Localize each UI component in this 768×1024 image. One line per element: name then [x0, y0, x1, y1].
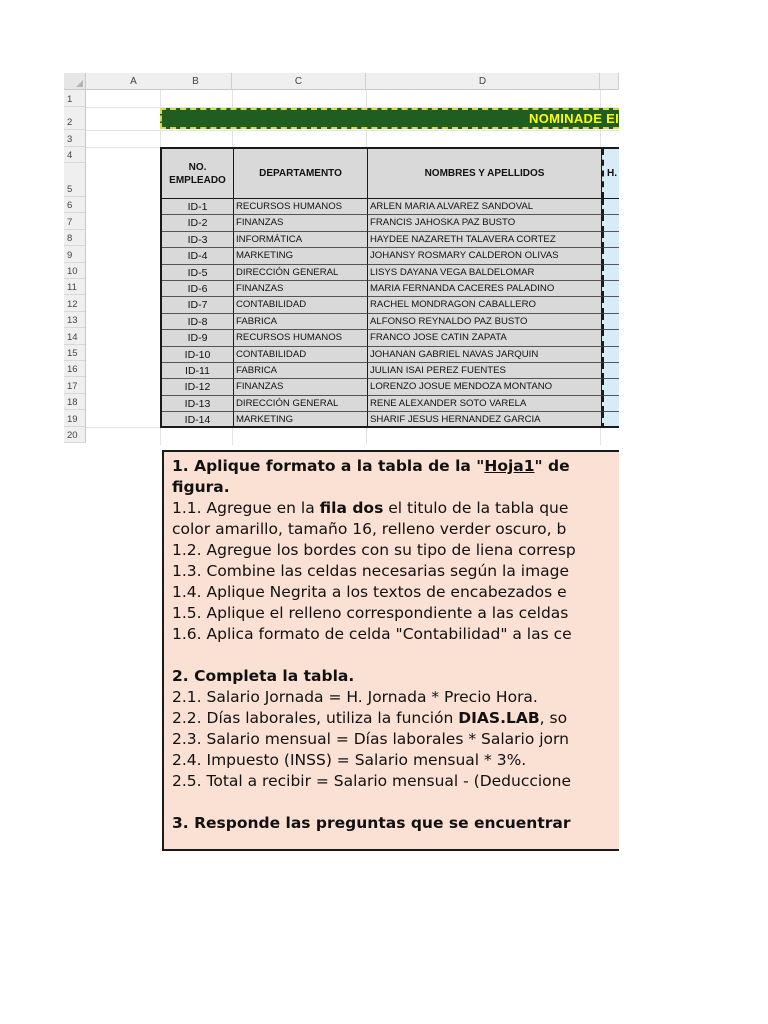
- row-header-19[interactable]: 19: [64, 410, 86, 426]
- cell-employee-id[interactable]: ID-12: [162, 379, 234, 395]
- header-hours-label: H.: [607, 168, 617, 179]
- instruction-2-4: 2.4. Impuesto (INSS) = Salario mensual * 3%.: [172, 751, 527, 769]
- row-header-12[interactable]: 12: [64, 295, 86, 311]
- row-header-17[interactable]: 17: [64, 377, 86, 393]
- cell-hours[interactable]: [602, 412, 619, 428]
- cell-hours[interactable]: [602, 379, 619, 395]
- cell-employee-id[interactable]: ID-6: [162, 281, 234, 297]
- table-row: [162, 330, 619, 346]
- cell-hours[interactable]: [602, 297, 619, 313]
- section-3-heading: 3. Responde las preguntas que se encuentrar: [172, 814, 571, 832]
- header-department[interactable]: [234, 149, 368, 198]
- table-row: [162, 281, 619, 297]
- section-2-heading: 2. Completa la tabla.: [172, 667, 355, 685]
- column-header-d[interactable]: D: [366, 73, 600, 90]
- table-row: [162, 248, 619, 264]
- cell-hours[interactable]: [602, 314, 619, 330]
- cell-hours[interactable]: [602, 396, 619, 412]
- instruction-2-3: 2.3. Salario mensual = Días laborales * Salario jorn: [172, 730, 569, 748]
- cell-department[interactable]: FABRICA: [234, 363, 368, 379]
- employee-table: [160, 147, 619, 428]
- cell-employee-id[interactable]: ID-7: [162, 297, 234, 313]
- section-1-heading: 1. Aplique formato a la tabla de la "Hoja1" de: [172, 457, 570, 475]
- table-row: [162, 363, 619, 379]
- table-row: [162, 396, 619, 412]
- cell-department[interactable]: FINANZAS: [234, 379, 368, 395]
- table-row: [162, 314, 619, 330]
- cell-hours[interactable]: [602, 330, 619, 346]
- header-full-name[interactable]: [368, 149, 602, 198]
- table-row: [162, 412, 619, 428]
- sheet-reference: Hoja1: [484, 457, 535, 475]
- cell-employee-id[interactable]: ID-1: [162, 199, 234, 215]
- cell-employee-id[interactable]: ID-4: [162, 248, 234, 264]
- row-header-5[interactable]: 5: [64, 163, 86, 197]
- cell-full-name[interactable]: JOHANAN GABRIEL NAVAS JARQUIN: [368, 347, 602, 363]
- cell-employee-id[interactable]: ID-3: [162, 232, 234, 248]
- cell-employee-id[interactable]: ID-9: [162, 330, 234, 346]
- cell-hours[interactable]: [602, 248, 619, 264]
- cell-full-name[interactable]: RENE ALEXANDER SOTO VARELA: [368, 396, 602, 412]
- table-row: [162, 215, 619, 231]
- instruction-1-1: 1.1. Agregue en la fila dos el titulo de la tabla que: [172, 499, 569, 517]
- cell-department[interactable]: MARKETING: [234, 412, 368, 428]
- cell-employee-id[interactable]: ID-8: [162, 314, 234, 330]
- cell-full-name[interactable]: RACHEL MONDRAGON CABALLERO: [368, 297, 602, 313]
- title-cell[interactable]: [160, 108, 619, 129]
- row-header-6[interactable]: 6: [64, 197, 86, 213]
- cell-department[interactable]: FABRICA: [234, 314, 368, 330]
- header-employee-number[interactable]: [162, 149, 234, 198]
- instruction-2-2: 2.2. Días laborales, utiliza la función DIAS.LAB, so: [172, 709, 568, 727]
- row-header-3[interactable]: 3: [64, 130, 86, 147]
- table-row: [162, 265, 619, 281]
- cell-department[interactable]: FINANZAS: [234, 281, 368, 297]
- cell-employee-id[interactable]: ID-5: [162, 265, 234, 281]
- table-row: [162, 347, 619, 363]
- cell-employee-id[interactable]: ID-14: [162, 412, 234, 428]
- cell-full-name[interactable]: JOHANSY ROSMARY CALDERON OLIVAS: [368, 248, 602, 264]
- row-header-15[interactable]: 15: [64, 345, 86, 361]
- row-header-1[interactable]: 1: [64, 90, 86, 107]
- row-header-10[interactable]: 10: [64, 263, 86, 279]
- header-department-label: DEPARTAMENTO: [259, 168, 342, 179]
- row-header-18[interactable]: 18: [64, 394, 86, 410]
- table-row: [162, 297, 619, 313]
- instruction-1-1-cont: color amarillo, tamaño 16, relleno verder oscuro, b: [172, 520, 567, 538]
- spreadsheet-view: [64, 73, 619, 445]
- instruction-2-1: 2.1. Salario Jornada = H. Jornada * Precio Hora.: [172, 688, 538, 706]
- column-header-b[interactable]: B: [160, 73, 232, 90]
- cell-hours[interactable]: [602, 281, 619, 297]
- row-header-11[interactable]: 11: [64, 279, 86, 295]
- cell-full-name[interactable]: FRANCIS JAHOSKA PAZ BUSTO: [368, 215, 602, 231]
- row-header-20[interactable]: 20: [64, 427, 86, 443]
- cell-full-name[interactable]: LISYS DAYANA VEGA BALDELOMAR: [368, 265, 602, 281]
- cell-department[interactable]: CONTABILIDAD: [234, 347, 368, 363]
- row-header-2[interactable]: 2: [64, 107, 86, 130]
- instruction-1-5: 1.5. Aplique el relleno correspondiente a las celdas: [172, 604, 569, 622]
- instruction-1-2: 1.2. Agregue los bordes con su tipo de liena corresp: [172, 541, 576, 559]
- row-header-9[interactable]: 9: [64, 246, 86, 262]
- header-hours[interactable]: [602, 149, 619, 198]
- cell-hours[interactable]: [602, 232, 619, 248]
- cell-full-name[interactable]: FRANCO JOSE CATIN ZAPATA: [368, 330, 602, 346]
- cell-employee-id[interactable]: ID-11: [162, 363, 234, 379]
- cell-employee-id[interactable]: ID-13: [162, 396, 234, 412]
- table-row: [162, 232, 619, 248]
- instruction-1-3: 1.3. Combine las celdas necesarias según la image: [172, 562, 570, 580]
- cell-department[interactable]: DIRECCIÓN GENERAL: [234, 265, 368, 281]
- cell-hours[interactable]: [602, 347, 619, 363]
- section-1-heading-cont: figura.: [172, 478, 230, 496]
- select-all-corner[interactable]: [64, 73, 86, 90]
- cell-employee-id[interactable]: ID-10: [162, 347, 234, 363]
- cell-department[interactable]: CONTABILIDAD: [234, 297, 368, 313]
- table-title: NOMINADE EI: [529, 111, 619, 126]
- cell-full-name[interactable]: LORENZO JOSUE MENDOZA MONTANO: [368, 379, 602, 395]
- instruction-2-5: 2.5. Total a recibir = Salario mensual - (Deduccione: [172, 772, 572, 790]
- instruction-1-4: 1.4. Aplique Negrita a los textos de encabezados e: [172, 583, 567, 601]
- row-header-8[interactable]: 8: [64, 230, 86, 246]
- cell-hours[interactable]: [602, 199, 619, 215]
- column-header-a[interactable]: A: [86, 73, 182, 90]
- cell-department[interactable]: INFORMÁTICA: [234, 232, 368, 248]
- instruction-1-6: 1.6. Aplica formato de celda "Contabilidad" a las ce: [172, 625, 572, 643]
- row-header-14[interactable]: 14: [64, 328, 86, 344]
- cell-department[interactable]: MARKETING: [234, 248, 368, 264]
- table-row: [162, 199, 619, 215]
- cell-department[interactable]: RECURSOS HUMANOS: [234, 199, 368, 215]
- cell-full-name[interactable]: MARIA FERNANDA CACERES PALADINO: [368, 281, 602, 297]
- gridline: [86, 130, 619, 131]
- instructions-box: [162, 450, 619, 851]
- header-full-name-label: NOMBRES Y APELLIDOS: [424, 168, 545, 179]
- cell-hours[interactable]: [602, 215, 619, 231]
- cell-full-name[interactable]: ALFONSO REYNALDO PAZ BUSTO: [368, 314, 602, 330]
- cell-hours[interactable]: [602, 265, 619, 281]
- cell-employee-id[interactable]: ID-2: [162, 215, 234, 231]
- row-header-4[interactable]: 4: [64, 147, 86, 163]
- header-employee-number-label: NO. EMPLEADO: [169, 161, 226, 186]
- cell-department[interactable]: RECURSOS HUMANOS: [234, 330, 368, 346]
- cell-full-name[interactable]: JULIAN ISAI PEREZ FUENTES: [368, 363, 602, 379]
- cell-department[interactable]: FINANZAS: [234, 215, 368, 231]
- column-header-c[interactable]: C: [232, 73, 366, 90]
- cell-full-name[interactable]: SHARIF JESUS HERNANDEZ GARCIA: [368, 412, 602, 428]
- table-row: [162, 379, 619, 395]
- column-header-e[interactable]: [600, 73, 619, 90]
- cell-full-name[interactable]: ARLEN MARIA ALVAREZ SANDOVAL: [368, 199, 602, 215]
- row-header-13[interactable]: 13: [64, 312, 86, 328]
- row-header-16[interactable]: 16: [64, 361, 86, 377]
- cell-department[interactable]: DIRECCIÓN GENERAL: [234, 396, 368, 412]
- cell-hours[interactable]: [602, 363, 619, 379]
- row-header-7[interactable]: 7: [64, 213, 86, 229]
- cell-full-name[interactable]: HAYDEE NAZARETH TALAVERA CORTEZ: [368, 232, 602, 248]
